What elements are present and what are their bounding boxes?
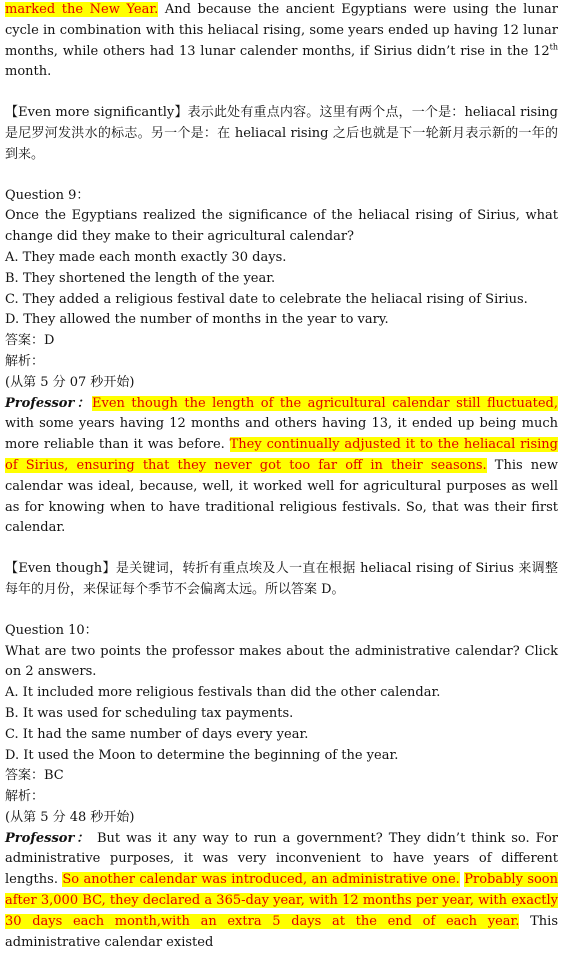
highlight-red: marked the New Year. <box>5 2 159 17</box>
spacer <box>5 601 558 621</box>
note-paragraph-2: 【Even though】是关键词，转折有重点埃及人一直在根据 heliacal rising of Sirius 来调整每年的月份，来保证每个季节不会偏离太远。所以答案 D。 <box>5 561 558 597</box>
speaker-label: Professor： <box>5 395 93 411</box>
document-page <box>5 0 558 953</box>
highlight-red: They continually adjusted it to the heliacal rising of Sirius, ensuring that they never got too far off in their seasons. <box>5 437 558 473</box>
q9-option-a: A. They made each month exactly 30 days. <box>5 249 287 265</box>
q10-option-b: B. It was used for scheduling tax payments. <box>5 705 294 721</box>
quote-text: This administrative calendar existed <box>5 913 559 950</box>
paragraph-text-end: month. <box>5 64 52 80</box>
question-9-label: Question 9： <box>5 187 90 203</box>
quote-text: But was it any way to run a government? They didn’t think so. For administrative purposes, it was very inconvenient to have years of different lengths. <box>5 830 558 888</box>
q9-option-d: D. They allowed the number of months in the year to vary. <box>5 312 389 328</box>
quote-text: This new calendar was ideal, because, well, it worked well for agricultural purposes as well as for knowing when to have traditional religious festivals. So, that was their first calendar. <box>5 457 558 536</box>
q9-answer: 答案：D <box>5 333 55 349</box>
q9-professor-quote <box>5 394 558 540</box>
superscript: th <box>549 42 558 52</box>
paragraph-text: And because the ancient Egyptians were using the lunar cycle in combination with this heliacal rising, some years ended up having 12 lunar months, while others had 13 lunar calender months, if Sirius didn’t rise in the 12 <box>5 2 558 59</box>
q9-option-b: B. They shortened the length of the year. <box>5 270 276 286</box>
q10-option-a: A. It included more religious festivals than did the other calendar. <box>5 685 441 701</box>
question-10-label: Question 10： <box>5 622 98 638</box>
question-10-text: What are two points the professor makes about the administrative calendar? Click on 2 answers. <box>5 643 558 680</box>
q9-option-c: C. They added a religious festival date to celebrate the heliacal rising of Sirius. <box>5 291 528 307</box>
spacer <box>5 539 558 559</box>
q10-option-d: D. It used the Moon to determine the beginning of the year. <box>5 747 399 763</box>
question-9-text: Once the Egyptians realized the significance of the heliacal rising of Sirius, what change did they make to their agricultural calendar? <box>5 208 558 245</box>
spacer <box>5 83 558 103</box>
quote-text: with some years having 12 months and others having 13, it ended up being much more reliable than it was before. <box>5 416 558 453</box>
note-paragraph-1: 【Even more significantly】表示此处有重点内容。这里有两个点，一个是：heliacal rising 是尼罗河发洪水的标志。另一个是：在 heliacal rising 之后也就是下一轮新月表示新的一年的到来。 <box>5 105 558 162</box>
intro-paragraph <box>5 0 558 83</box>
q9-timestamp: (从第 5 分 07 秒开始) <box>5 374 135 390</box>
q10-timestamp: (从第 5 分 48 秒开始) <box>5 809 135 825</box>
q9-analysis-label: 解析： <box>5 353 45 369</box>
q10-option-c: C. It had the same number of days every year. <box>5 726 309 742</box>
spacer <box>5 166 558 186</box>
highlight-red: So another calendar was introduced, an administrative one. <box>62 872 460 888</box>
highlight-red: Even though the length of the agricultural calendar still fluctuated, <box>92 395 558 411</box>
highlight-red: Probably soon after 3,000 BC, they declared a 365-day year, with 12 months per year, with exactly 30 days each month,with an extra 5 days at the end of each year. <box>5 872 559 929</box>
q10-answer: 答案：BC <box>5 768 64 784</box>
q10-analysis-label: 解析： <box>5 789 45 805</box>
speaker-label: Professor： <box>5 830 92 846</box>
